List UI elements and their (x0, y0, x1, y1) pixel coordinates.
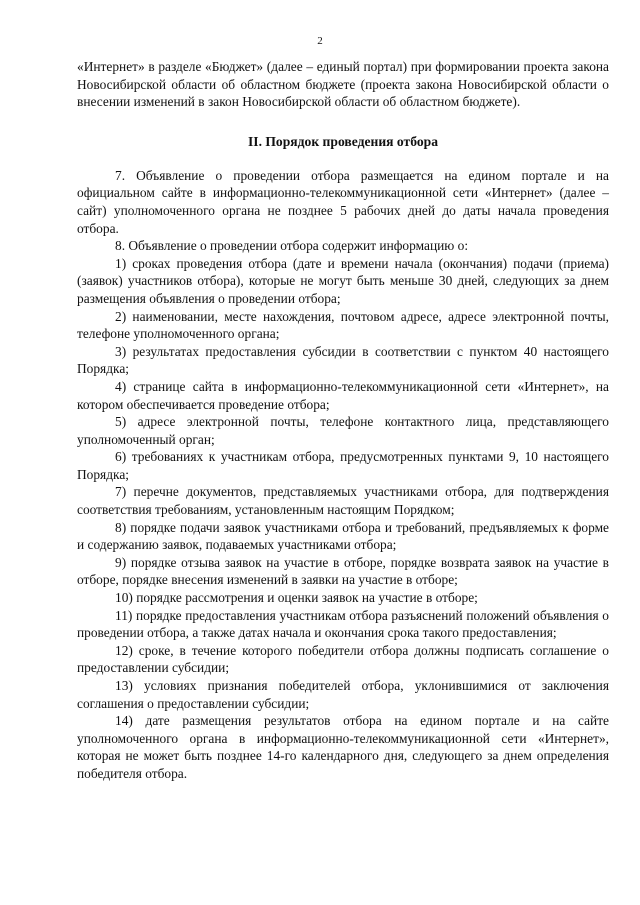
list-item-12: 12) сроке, в течение которого победители отбора должны подписать соглашение о предоставлении субсидии; (77, 642, 609, 676)
list-item-10: 10) порядке рассмотрения и оценки заявок на участие в отборе; (115, 590, 478, 606)
section-heading: II. Порядок проведения отбора (247, 133, 438, 149)
list-item-2: 2) наименовании, месте нахождения, почтовом адресе, адресе электронной почты, телефоне уполномоченного органа; (77, 308, 609, 342)
list-item-7: 7) перечне документов, представляемых участниками отбора, для подтверждения соответствия требованиям, установленным настоящим Порядком; (77, 484, 609, 518)
list-item-1: 1) сроках проведения отбора (дате и времени начала (окончания) подачи (приема) (заявок) участников отбора), которые не могут быть меньше 30 дней, следующих за днем размещения объявления о проведении отбора; (77, 255, 609, 306)
list-item-5: 5) адресе электронной почты, телефоне контактного лица, представляющего уполномоченный орган; (77, 414, 609, 447)
list-item-6: 6) требованиях к участникам отбора, предусмотренных пунктами 9, 10 настоящего Порядка; (77, 449, 609, 482)
page-number: 2 (317, 35, 323, 47)
list-item-14: 14) дате размещения результатов отбора на едином портале и на сайте уполномоченного органа в информационно-телекоммуникационной сети «Интернет», которая не может быть позднее 14-го календарного дня, следующего за днем определения победителя отбора. (77, 713, 609, 781)
list-item-4: 4) странице сайта в информационно-телекоммуникационной сети «Интернет», на котором обеспечивается проведение отбора; (77, 378, 609, 412)
paragraph-7: 7. Объявление о проведении отбора размещается на едином портале и на официальном сайте в информационно-телекоммуникационной сети «Интернет» (далее – сайт) уполномоченного органа не позднее 5 рабочих дней до даты начала проведения отбора. (77, 167, 609, 236)
list-item-11: 11) порядке предоставления участникам отбора разъяснений положений объявления о проведении отбора, а также датах начала и окончания срока такого предоставления; (77, 607, 609, 641)
document-body (77, 58, 609, 783)
list-item-13: 13) условиях признания победителей отбора, уклонившимися от заключения соглашения о предоставлении субсидии; (77, 678, 609, 711)
intro-paragraph: «Интернет» в разделе «Бюджет» (далее – единый портал) при формировании проекта закона Новосибирской области об областном бюджете (проекта закона Новосибирской области о внесении изменений в закон Новосибирской области об областном бюджете). (77, 59, 609, 110)
paragraph-8: 8. Объявление о проведении отбора содержит информацию о: (115, 238, 469, 254)
list-item-3: 3) результатах предоставления субсидии в соответствии с пунктом 40 настоящего Порядка; (77, 343, 609, 377)
list-item-8: 8) порядке подачи заявок участниками отбора и требований, предъявляемых к форме и содержанию заявок, подаваемых участниками отбора; (77, 519, 609, 553)
list-item-9: 9) порядке отзыва заявок на участие в отборе, порядке возврата заявок на участие в отборе, порядке внесения изменений в заявки на участие в отборе; (77, 554, 609, 588)
